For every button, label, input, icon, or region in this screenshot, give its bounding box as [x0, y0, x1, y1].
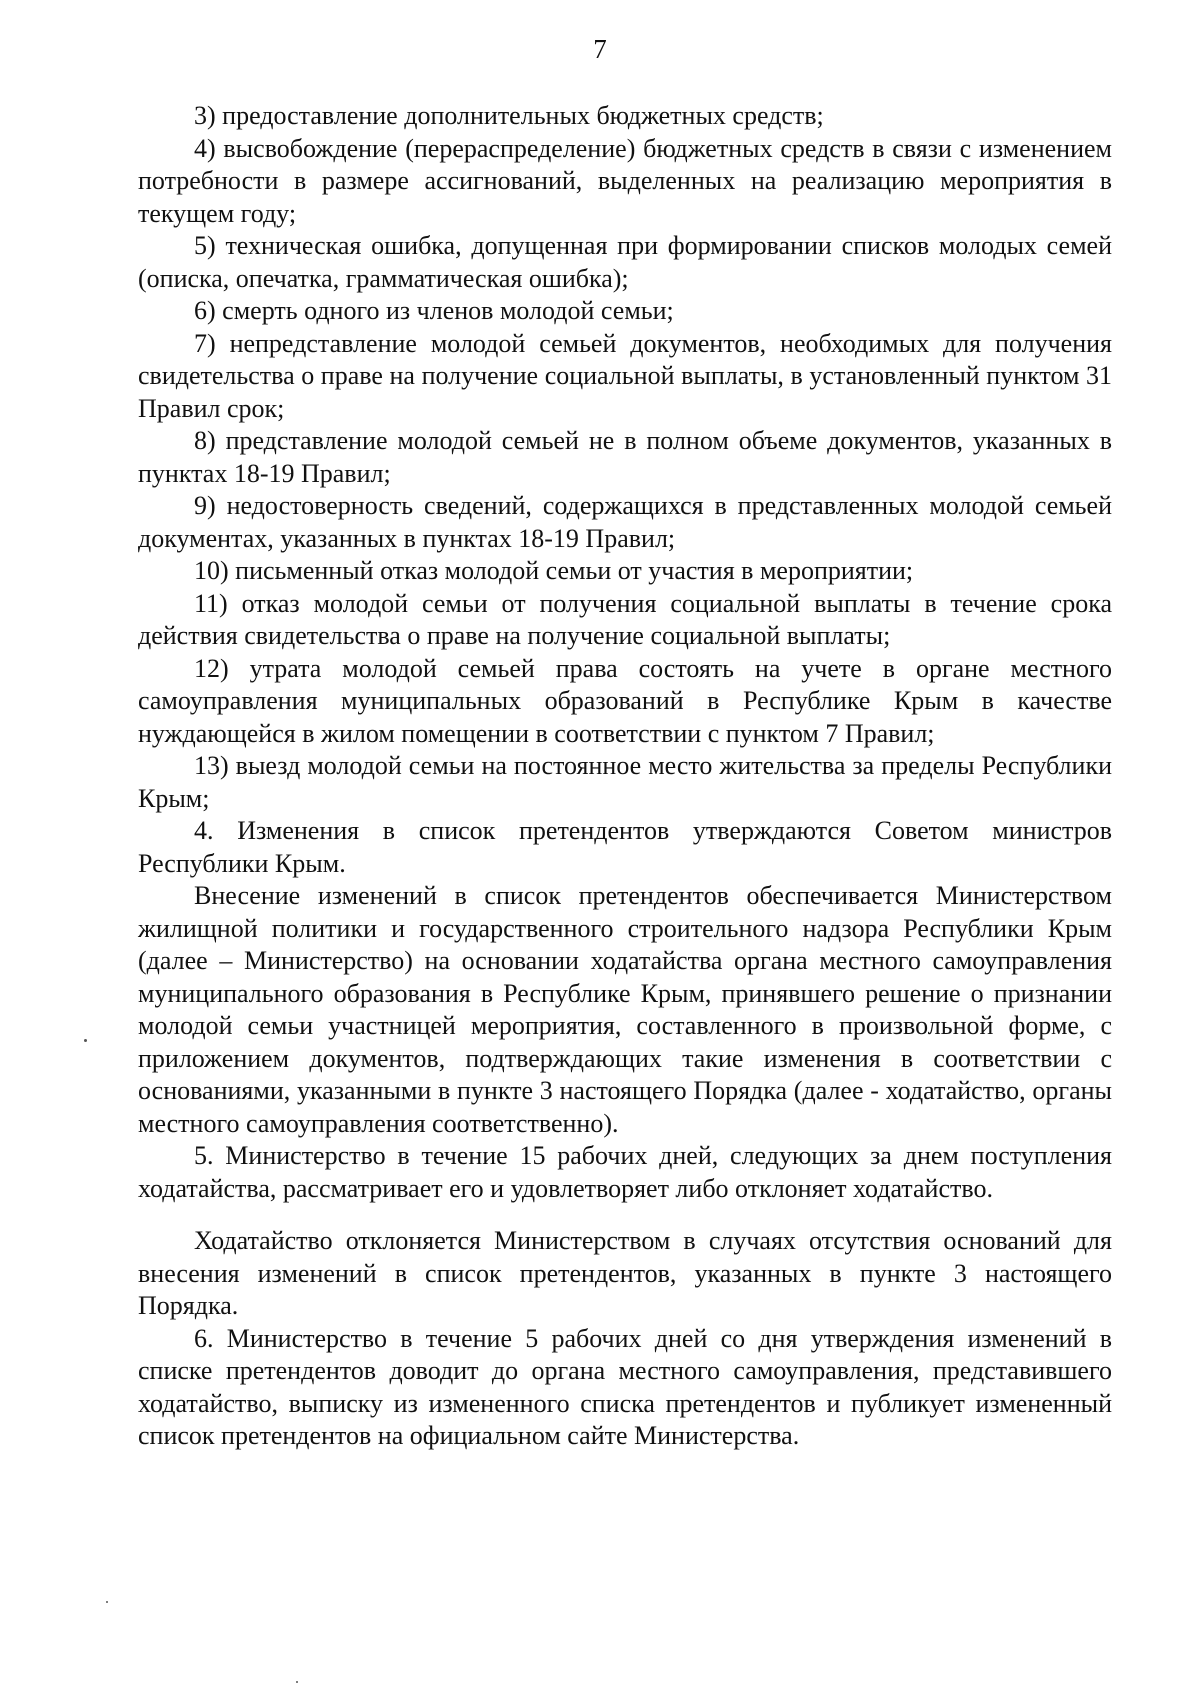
scan-speck — [106, 1601, 108, 1603]
list-item-10: 10) письменный отказ молодой семьи от участия в мероприятии; — [194, 556, 914, 585]
list-item-12: 12) утрата молодой семьей права состоять на учете в органе местного самоуправления муниципальных образований в Республике Крым в качестве нуждающейся в жилом помещении в соответствии с пунктом 7 Правил; — [138, 653, 1112, 748]
clause-4-paragraph: Внесение изменений в список претендентов обеспечивается Министерством жилищной политики и государственного строительного надзора Республики Крым (далее – Министерство) на основании ходатайства органа местного самоуправления муниципального образования в Республике Крым, принявшего решение о признании молодой семьи участницей мероприятия, составленного в произвольной форме, с приложением документов, подтверждающих такие изменения в соответствии с основаниями, указанными в пункте 3 настоящего Порядка (далее - ходатайство, органы местного самоуправления соответственно). — [138, 881, 1112, 1138]
clause-5: 5. Министерство в течение 15 рабочих дней, следующих за днем поступления ходатайства, рассматривает его и удовлетворяет либо отклоняет ходатайство. — [138, 1141, 1112, 1203]
page-number: 7 — [593, 34, 607, 64]
list-item-6: 6) смерть одного из членов молодой семьи; — [194, 296, 674, 325]
list-item-3: 3) предоставление дополнительных бюджетных средств; — [194, 101, 824, 130]
list-item-5: 5) техническая ошибка, допущенная при формировании списков молодых семей (описка, опечатка, грамматическая ошибка); — [138, 231, 1112, 293]
list-item-7: 7) непредставление молодой семьей документов, необходимых для получения свидетельства о праве на получение социальной выплаты, в установленный пунктом 31 Правил срок; — [138, 328, 1112, 423]
clause-4: 4. Изменения в список претендентов утверждаются Советом министров Республики Крым. — [138, 816, 1112, 878]
list-item-9: 9) недостоверность сведений, содержащихся в представленных молодой семьей документах, указанных в пунктах 18-19 Правил; — [138, 491, 1112, 553]
list-item-8: 8) представление молодой семьей не в полном объеме документов, указанных в пунктах 18-19 Правил; — [138, 426, 1112, 488]
list-item-13: 13) выезд молодой семьи на постоянное место жительства за пределы Республики Крым; — [138, 751, 1112, 813]
clause-5-paragraph: Ходатайство отклоняется Министерством в случаях отсутствия оснований для внесения изменений в список претендентов, указанных в пункте 3 настоящего Порядка. — [138, 1226, 1112, 1320]
scan-speck — [84, 1039, 87, 1042]
list-item-4: 4) высвобождение (перераспределение) бюджетных средств в связи с изменением потребности в размере ассигнований, выделенных на реализацию мероприятия в текущем году; — [138, 133, 1112, 228]
document-body — [138, 100, 1112, 1453]
list-item-11: 11) отказ молодой семьи от получения социальной выплаты в течение срока действия свидетельства о праве на получение социальной выплаты; — [138, 588, 1112, 650]
scan-speck — [296, 1681, 298, 1683]
clause-6: 6. Министерство в течение 5 рабочих дней со дня утверждения изменений в списке претендентов доводит до органа местного самоуправления, представившего ходатайство, выписку из измененного списка претендентов и публикует измененный список претендентов на официальном сайте Министерства. — [138, 1323, 1112, 1450]
